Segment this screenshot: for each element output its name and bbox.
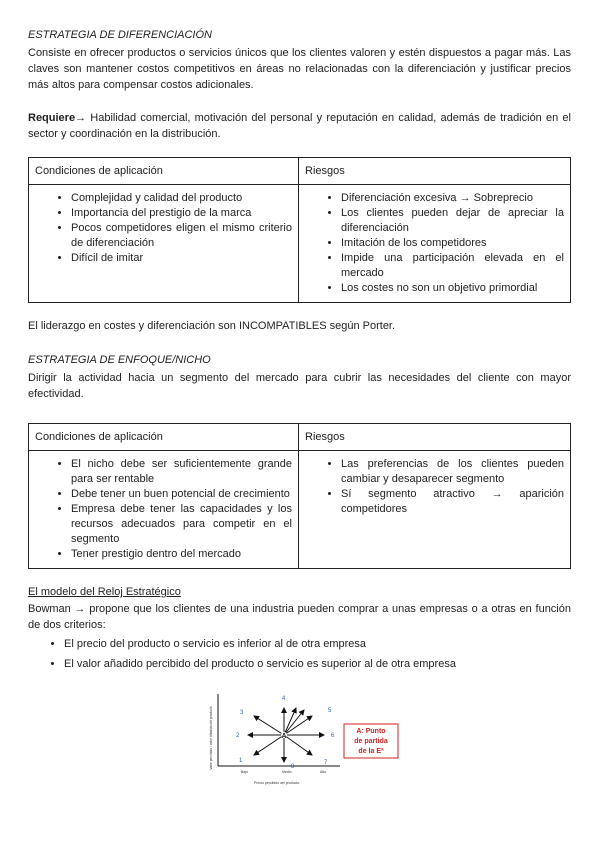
list-item: • El nicho debe ser suficientemente grande para ser rentable <box>71 457 292 487</box>
list-item: • Diferenciación excesiva → Sobreprecio <box>341 191 564 206</box>
x-tick-alto: Alto <box>320 770 327 774</box>
enfoque-description: Dirigir la actividad hacia un segmento del mercado para cubrir las necesidades del cliente con mayor efectividad. <box>28 372 571 400</box>
arrow-1 <box>254 733 287 755</box>
table-header-risks: Riesgos <box>299 424 571 451</box>
strategic-clock-svg <box>198 688 400 788</box>
number-7: 7 <box>324 760 328 766</box>
list-item: • Complejidad y calidad del producto <box>71 191 292 206</box>
arrow-3 <box>254 716 284 735</box>
starting-point-text <box>354 728 388 755</box>
list-item: • El valor añadido percibido del producto o servicio es superior al de otra empresa <box>64 654 571 674</box>
conditions-cell <box>29 451 299 569</box>
list-item: • Difícil de imitar <box>71 251 292 266</box>
diferenciacion-requiere <box>28 110 571 142</box>
list-item: • Empresa debe tener las capacidades y los recursos adecuados para competir en el segmento <box>71 502 292 547</box>
risks-cell <box>299 185 571 303</box>
x-axis-label: Precio percibido del producto <box>254 781 300 785</box>
list-item: • El precio del producto o servicio es inferior al de otra empresa <box>64 634 571 654</box>
list-item: • Debe tener un buen potencial de crecimiento <box>71 487 292 502</box>
box-line-2: de partida <box>354 738 388 745</box>
list-item: • Los costes no son un objetivo primordial <box>341 281 564 296</box>
list-item: • Pocos competidores eligen el mismo criterio de diferenciación <box>71 221 292 251</box>
arrow-7 <box>284 735 312 755</box>
number-3: 3 <box>240 710 244 716</box>
porter-note: El liderazgo en costes y diferenciación son INCOMPATIBLES según Porter. <box>28 320 396 332</box>
reloj-intro: Bowman → propone que los clientes de una industria pueden comprar a unas empresas o a otras en función de dos criterios: <box>28 603 571 631</box>
arrow-icon: → <box>75 112 87 124</box>
requiere-text: Habilidad comercial, motivación del personal y reputación en calidad, además de tradición en el sector y coordinación en la distribución. <box>28 112 571 140</box>
y-axis-label: Valor percibido / valor añadido del producto <box>209 706 213 770</box>
table-header-conditions: Condiciones de aplicación <box>29 158 299 185</box>
box-line-1: A: Punto <box>356 728 386 735</box>
reloj-criteria <box>28 634 571 674</box>
arrow-4b <box>284 710 304 735</box>
requiere-label: Requiere <box>28 112 76 124</box>
table-header-risks: Riesgos <box>299 158 571 185</box>
section-title-enfoque: ESTRATEGIA DE ENFOQUE/NICHO <box>28 354 211 366</box>
list-item: • Los clientes pueden dejar de apreciar la diferenciación <box>341 206 564 236</box>
box-line-3: de la Eª <box>358 748 384 755</box>
number-1: 1 <box>239 758 243 764</box>
diferenciacion-description: Consiste en ofrecer productos o servicios únicos que los clientes valoren y estén dispuestos a pagar más. Las claves son mantener costos competitivos en áreas no relacionadas con la diferenciación y justificar precios más altos para compensar costos adicionales. <box>28 47 571 91</box>
conditions-cell <box>29 185 299 303</box>
table-header-conditions: Condiciones de aplicación <box>29 424 299 451</box>
list-item: • Sí segmento atractivo → aparición competidores <box>341 487 564 517</box>
section-title-diferenciacion: ESTRATEGIA DE DIFERENCIACIÓN <box>28 29 212 41</box>
list-item: • Las preferencias de los clientes pueden cambiar y desaparecer segmento <box>341 457 564 487</box>
strategic-clock-figure <box>198 688 400 788</box>
list-item: • Tener prestigio dentro del mercado <box>71 547 292 562</box>
x-tick-medio: Medio <box>282 770 292 774</box>
number-8: 8 <box>291 764 295 770</box>
number-6: 6 <box>331 733 335 739</box>
list-item: • Impide una participación elevada en el mercado <box>341 251 564 281</box>
diferenciacion-table <box>28 157 571 303</box>
number-4: 4 <box>282 696 286 702</box>
center-label: A <box>281 733 287 740</box>
x-tick-bajo: Bajo <box>241 770 249 774</box>
number-5: 5 <box>328 708 332 714</box>
section-title-reloj: El modelo del Reloj Estratégico <box>28 586 181 598</box>
risks-cell <box>299 451 571 569</box>
list-item: • Imitación de los competidores <box>341 236 564 251</box>
list-item: • Importancia del prestigio de la marca <box>71 206 292 221</box>
number-2: 2 <box>236 733 240 739</box>
enfoque-table <box>28 423 571 569</box>
